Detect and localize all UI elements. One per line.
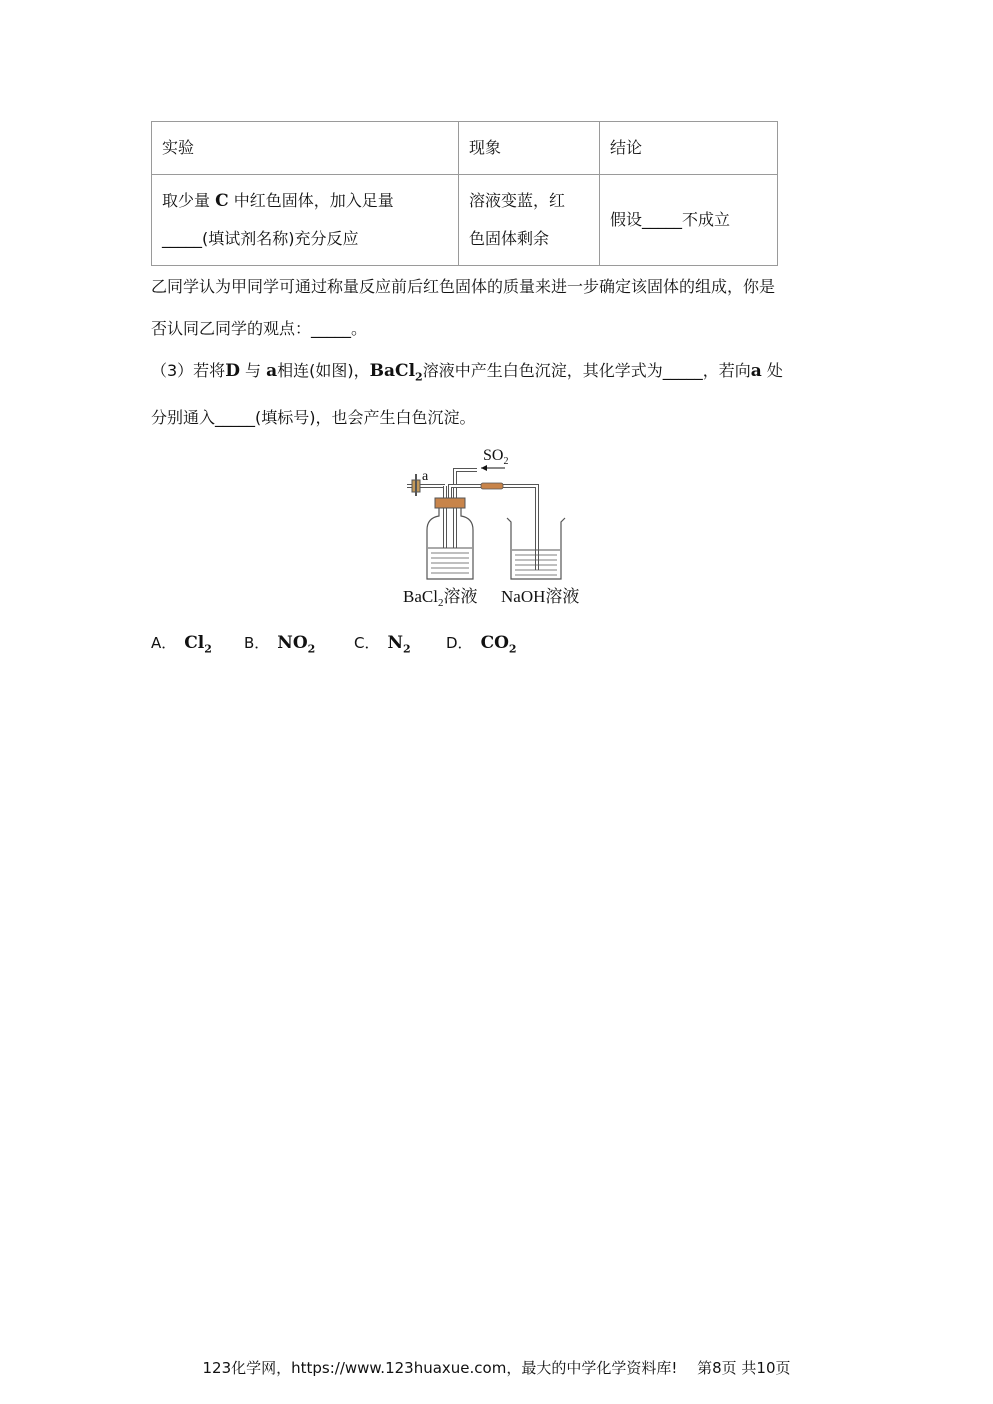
option-formula	[277, 633, 316, 656]
table-row	[152, 175, 778, 266]
label-a: a	[750, 361, 762, 381]
caption-bacl2-solution: BaCl$_2$溶液	[403, 587, 478, 609]
question-text: (填标号)，也会产生白色沉淀。	[255, 408, 476, 427]
question-text: 分别通入	[151, 408, 216, 427]
formula-text: Cl	[184, 633, 205, 653]
paragraph-line: 乙同学认为甲同学可通过称量反应前后红色固体的质量来进一步确定该固体的组成，你是	[151, 277, 776, 296]
answer-blank: _____	[311, 319, 352, 338]
question-text: 与	[245, 361, 262, 380]
caption-naoh-solution: NaOH溶液	[501, 587, 580, 606]
answer-blank: _____	[662, 361, 703, 380]
cell-text: 假设	[610, 210, 643, 229]
label-d: D	[225, 361, 240, 381]
option-label: A．	[151, 634, 177, 652]
cell-text: 色固体剩余	[469, 229, 550, 248]
cell-text: 溶液变蓝，红	[469, 191, 566, 210]
table-header-cell: 现象	[459, 122, 600, 175]
cell-text: (填试剂名称)充分反应	[202, 229, 359, 248]
table-cell-phenomenon	[459, 175, 600, 266]
washing-bottle	[427, 508, 473, 579]
formula-text: N	[387, 633, 404, 653]
question-text: ，若向	[702, 361, 751, 380]
option-c[interactable]	[354, 632, 411, 655]
experiment-table	[151, 121, 778, 266]
option-formula	[480, 633, 517, 656]
answer-blank: _____	[215, 408, 256, 427]
stopcock-icon	[407, 474, 445, 560]
table-header-cell: 结论	[600, 122, 778, 175]
formula-subscript: 2	[204, 642, 212, 656]
option-label: B．	[244, 634, 270, 652]
option-label: D．	[446, 634, 473, 652]
page-footer: 123化学网，https://www.123huaxue.com，最大的中学化学资料库! 第8页 共10页	[202, 1359, 791, 1377]
question-text: 相连(如图)，	[277, 361, 370, 380]
formula-subscript: 2	[307, 642, 316, 656]
formula-text: NO	[277, 633, 308, 653]
answer-blank: _____	[162, 229, 202, 248]
inlet-label-a: a	[422, 469, 429, 484]
reagent-label-c: C	[215, 191, 229, 211]
formula-text: BaCl	[369, 361, 416, 381]
option-label: C．	[354, 634, 380, 652]
formula-bacl2	[369, 361, 423, 384]
formula-subscript: 2	[415, 370, 423, 384]
so2-label: $SO_2$	[483, 447, 509, 467]
table-cell-conclusion	[600, 175, 778, 266]
paragraph-line	[151, 316, 367, 339]
table-cell-experiment	[152, 175, 459, 266]
question-text: 处	[766, 361, 783, 380]
paragraph-text: 否认同乙同学的观点：	[151, 319, 312, 338]
formula-subscript: 2	[508, 642, 517, 656]
option-a[interactable]	[151, 632, 212, 655]
question-text: 溶液中产生白色沉淀，其化学式为	[422, 361, 663, 380]
question-text: （3）若将	[151, 361, 226, 380]
label-a: a	[266, 361, 278, 381]
cell-text: 中红色固体，加入足量	[233, 191, 394, 210]
question-3-line1	[151, 358, 783, 383]
apparatus-figure	[395, 440, 605, 612]
table-header-cell: 实验	[152, 122, 459, 175]
paragraph-text: 。	[351, 319, 368, 338]
arrow-head-icon	[481, 465, 487, 471]
option-b[interactable]	[244, 632, 315, 655]
option-formula	[387, 633, 411, 656]
cell-text: 不成立	[682, 210, 731, 229]
table-header-row	[152, 122, 778, 175]
rubber-stopper	[435, 498, 465, 508]
question-3-line2	[151, 405, 476, 428]
option-d[interactable]	[446, 632, 517, 655]
answer-blank: _____	[642, 210, 683, 229]
formula-text: CO	[480, 633, 509, 653]
option-formula	[184, 633, 212, 656]
cell-text: 取少量	[162, 191, 211, 210]
formula-subscript: 2	[403, 642, 411, 656]
